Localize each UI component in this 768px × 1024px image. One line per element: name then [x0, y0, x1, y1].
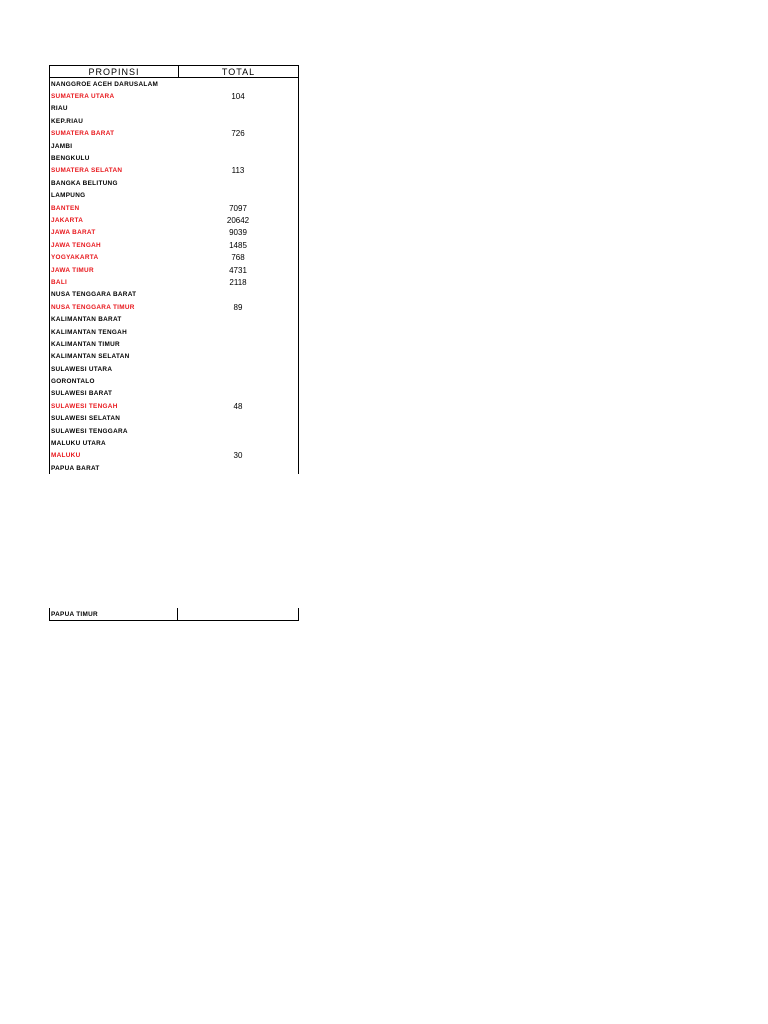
table-row: [50, 227, 298, 239]
table-row: [50, 264, 298, 276]
province-name: KALIMANTAN SELATAN: [51, 353, 130, 361]
table-body: [49, 78, 299, 474]
province-name: KALIMANTAN TENGAH: [51, 328, 127, 336]
province-total: 113: [231, 166, 245, 176]
province-name: NUSA TENGGARA BARAT: [51, 291, 137, 299]
province-name: BANGKA BELITUNG: [51, 179, 118, 187]
province-total: 30: [233, 451, 243, 461]
table-row: [50, 425, 298, 437]
province-total: 2118: [229, 277, 247, 287]
province-total: 9039: [229, 228, 247, 238]
province-name: SULAWESI TENGAH: [51, 402, 118, 410]
province-name: MALUKU: [51, 452, 81, 460]
province-total: 4731: [229, 265, 247, 275]
table-row: [50, 103, 298, 115]
table-row: [50, 400, 298, 412]
province-name: SUMATERA BARAT: [51, 130, 115, 138]
province-name: NUSA TENGGARA TIMUR: [51, 303, 135, 311]
table-row: [50, 363, 298, 375]
table-row: [50, 351, 298, 363]
province-total: 768: [231, 253, 245, 263]
province-name: JAMBI: [51, 142, 73, 150]
province-total: 7097: [229, 203, 247, 213]
table-row: [50, 90, 298, 102]
header-propinsi: PROPINSI: [50, 66, 179, 77]
table-row: [50, 437, 298, 449]
province-name: RIAU: [51, 105, 68, 113]
province-name: YOGYAKARTA: [51, 254, 99, 262]
table-row: [50, 450, 298, 462]
province-name: SUMATERA SELATAN: [51, 167, 123, 175]
table-row: [50, 152, 298, 164]
table-row: [50, 313, 298, 325]
province-total: 1485: [229, 240, 247, 250]
table-row: [50, 251, 298, 263]
table-row: [50, 140, 298, 152]
province-name: MALUKU UTARA: [51, 440, 106, 448]
table-row: [50, 202, 298, 214]
province-name: JAWA TENGAH: [51, 241, 101, 249]
province-name: SULAWESI BARAT: [51, 390, 113, 398]
province-name: KALIMANTAN BARAT: [51, 316, 122, 324]
province-total: 48: [233, 401, 243, 411]
province-name: BANTEN: [51, 204, 80, 212]
province-name: KEP.RIAU: [51, 117, 84, 125]
province-name: GORONTALO: [51, 378, 95, 386]
province-total: 726: [231, 129, 245, 139]
table-row: [50, 375, 298, 387]
table-row: [50, 462, 298, 474]
table-row: [50, 115, 298, 127]
table-row: [50, 128, 298, 140]
province-total: 20642: [226, 215, 250, 225]
province-name: SULAWESI UTARA: [51, 365, 113, 373]
table-row-last: [49, 608, 299, 621]
table-row: [50, 190, 298, 202]
province-name: BENGKULU: [51, 155, 90, 163]
table-row: [50, 413, 298, 425]
province-table: [49, 65, 299, 474]
province-name: PAPUA BARAT: [51, 464, 100, 472]
table-row: [50, 214, 298, 226]
province-name: SUMATERA UTARA: [51, 93, 115, 101]
table-header: [49, 65, 299, 78]
table-row: [50, 239, 298, 251]
table-row: [50, 338, 298, 350]
table-row: [50, 177, 298, 189]
table-row: [50, 78, 298, 90]
province-total: 104: [231, 92, 245, 102]
province-total: 89: [233, 302, 243, 312]
province-name: NANGGROE ACEH DARUSALAM: [51, 80, 159, 88]
table-row: [50, 388, 298, 400]
table-row: [50, 326, 298, 338]
province-name: BALI: [51, 278, 68, 286]
province-name: JAWA BARAT: [51, 229, 96, 237]
table-row: [50, 276, 298, 288]
table-row: [50, 165, 298, 177]
province-name: PAPUA TIMUR: [50, 608, 178, 620]
province-name: SULAWESI TENGGARA: [51, 427, 128, 435]
province-name: JAWA TIMUR: [51, 266, 94, 274]
province-name: LAMPUNG: [51, 192, 86, 200]
province-name: KALIMANTAN TIMUR: [51, 340, 120, 348]
province-name: SULAWESI SELATAN: [51, 415, 121, 423]
header-total: TOTAL: [221, 66, 256, 77]
table-row: [50, 289, 298, 301]
province-name: JAKARTA: [51, 216, 84, 224]
table-row: [50, 301, 298, 313]
